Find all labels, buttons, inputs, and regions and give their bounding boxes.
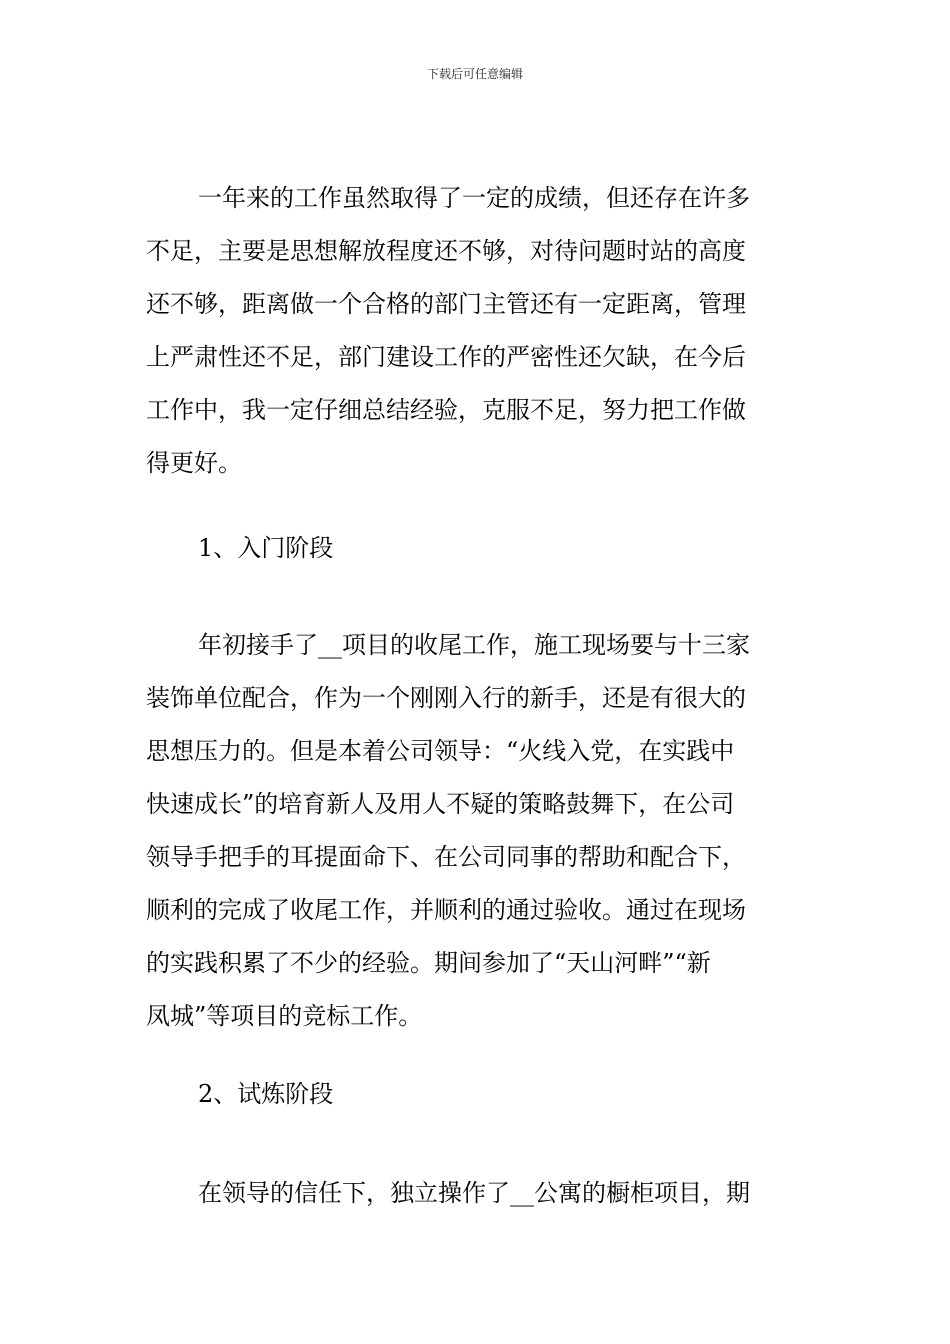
paragraph-line: 快速成长”的培育新人及用人不疑的策略鼓舞下，在公司 xyxy=(146,790,735,818)
paragraph-line: 工作中，我一定仔细总结经验，克服不足，努力把工作做 xyxy=(146,396,746,424)
paragraph-line: 一年来的工作虽然取得了一定的成绩，但还存在许多 xyxy=(198,184,750,212)
paragraph-line: 年初接手了__项目的收尾工作，施工现场要与十三家 xyxy=(198,631,750,659)
paragraph-line: 还不够，距离做一个合格的部门主管还有一定距离，管理 xyxy=(146,290,746,318)
section-heading-2: 2、试炼阶段 xyxy=(198,1080,334,1108)
paragraph-line: 凤城”等项目的竞标工作。 xyxy=(146,1002,423,1030)
paragraph-stage-2 xyxy=(146,1167,808,1220)
paragraph-line: 在领导的信任下，独立操作了__公寓的橱柜项目，期 xyxy=(198,1179,750,1207)
paragraph-line: 领导手把手的耳提面命下、在公司同事的帮助和配合下， xyxy=(146,843,746,871)
page-header-note: 下载后可任意编辑 xyxy=(426,67,523,81)
paragraph-line: 的实践积累了不少的经验。期间参加了“天山河畔”“新 xyxy=(146,949,711,977)
paragraph-line: 顺利的完成了收尾工作，并顺利的通过验收。通过在现场 xyxy=(146,896,746,924)
paragraph-line: 得更好。 xyxy=(146,449,242,477)
paragraph-line: 思想压力的。但是本着公司领导：“火线入党，在实践中 xyxy=(146,737,735,765)
section-heading-1: 1、入门阶段 xyxy=(198,534,334,562)
paragraph-stage-1 xyxy=(146,619,808,1043)
paragraph-line: 装饰单位配合，作为一个刚刚入行的新手，还是有很大的 xyxy=(146,684,746,712)
paragraph-line: 上严肃性还不足，部门建设工作的严密性还欠缺，在今后 xyxy=(146,343,746,371)
paragraph-summary xyxy=(146,172,808,490)
paragraph-line: 不足，主要是思想解放程度还不够，对待问题时站的高度 xyxy=(146,237,746,265)
